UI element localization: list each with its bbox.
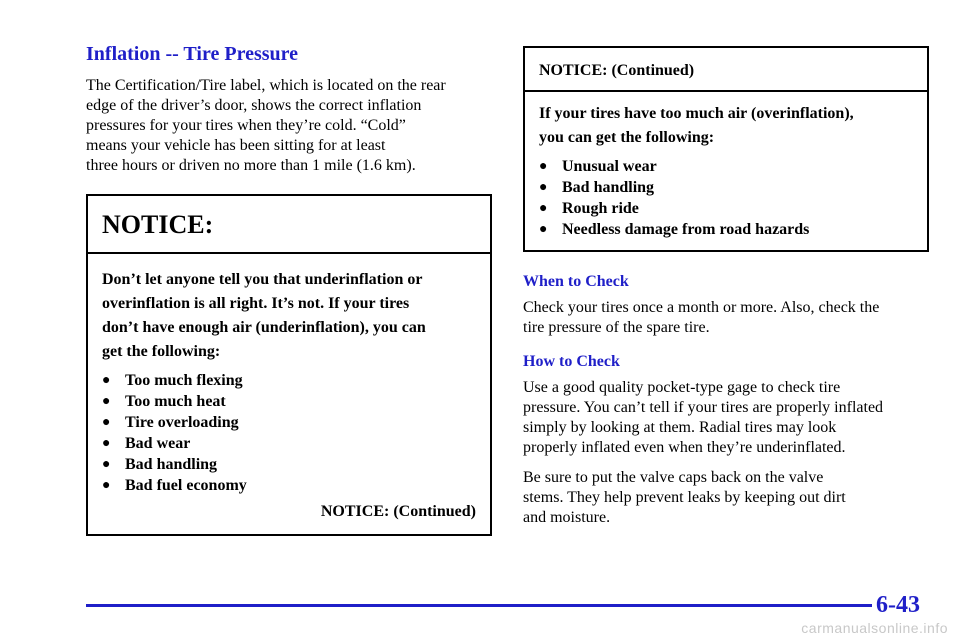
bullet-icon: ● [539, 159, 548, 174]
bullet-icon: ● [102, 373, 111, 388]
when-to-check-heading: When to Check [523, 273, 629, 290]
bullet-icon: ● [102, 478, 111, 493]
watermark: carmanualsonline.info [801, 620, 948, 636]
list-item: ● Bad handling [539, 179, 655, 196]
intro-paragraph: The Certification/Tire label, which is located on the rear edge of the driver’s door, shows the correct inflation pressures for your tires when they’re cold. “Cold” means your vehicle has been sitting for at least three hours or driven no more than 1 mile (1.6 km). [86, 77, 446, 174]
page-number: 6-43 [876, 592, 920, 618]
list-item: ● Rough ride [539, 200, 639, 217]
footer-rule [86, 604, 872, 607]
list-item: ● Too much heat [102, 393, 226, 410]
right-column [523, 46, 929, 528]
section-title: Inflation -- Tire Pressure [86, 43, 299, 65]
bullet-icon: ● [539, 180, 548, 195]
bullet-icon: ● [102, 457, 111, 472]
list-item: ● Tire overloading [102, 414, 239, 431]
left-column [86, 42, 492, 536]
list-item: ● Needless damage from road hazards [539, 221, 810, 238]
notice-bullet-list [102, 370, 476, 496]
list-item: ● Too much flexing [102, 372, 243, 389]
list-item: ● Bad wear [102, 435, 191, 452]
bullet-icon: ● [539, 222, 548, 237]
how-to-check-paragraph: Use a good quality pocket-type gage to check tire pressure. You can’t tell if your tires are properly inflated simply by looking at them. Radial tires may look properly inflated even when they’re underinflated. [523, 379, 884, 456]
notice-bullet-list [539, 156, 913, 240]
list-item: ● Bad handling [102, 456, 218, 473]
valve-caps-paragraph: Be sure to put the valve caps back on the valve stems. They help prevent leaks by keeping out dirt and moisture. [523, 469, 846, 526]
notice-continued-label: NOTICE: (Continued) [320, 503, 476, 520]
list-item: ● Bad fuel economy [102, 477, 247, 494]
notice-heading: NOTICE: [88, 196, 490, 254]
notice-continued-heading: NOTICE: (Continued) [525, 48, 927, 92]
list-item: ● Unusual wear [539, 158, 657, 175]
notice-text: If your tires have too much air (overinflation), you can get the following: [539, 105, 854, 146]
notice-box [86, 194, 492, 536]
bullet-icon: ● [102, 394, 111, 409]
bullet-icon: ● [102, 415, 111, 430]
notice-text: Don’t let anyone tell you that underinflation or overinflation is all right. It’s not. If your tires don’t have enough air (underinflation), you can get the following: [102, 271, 426, 360]
how-to-check-heading: How to Check [523, 353, 620, 370]
bullet-icon: ● [539, 201, 548, 216]
when-to-check-paragraph: Check your tires once a month or more. Also, check the tire pressure of the spare tire. [523, 299, 880, 336]
bullet-icon: ● [102, 436, 111, 451]
notice-body [525, 92, 927, 250]
notice-continued-box [523, 46, 929, 252]
notice-body [88, 254, 490, 534]
